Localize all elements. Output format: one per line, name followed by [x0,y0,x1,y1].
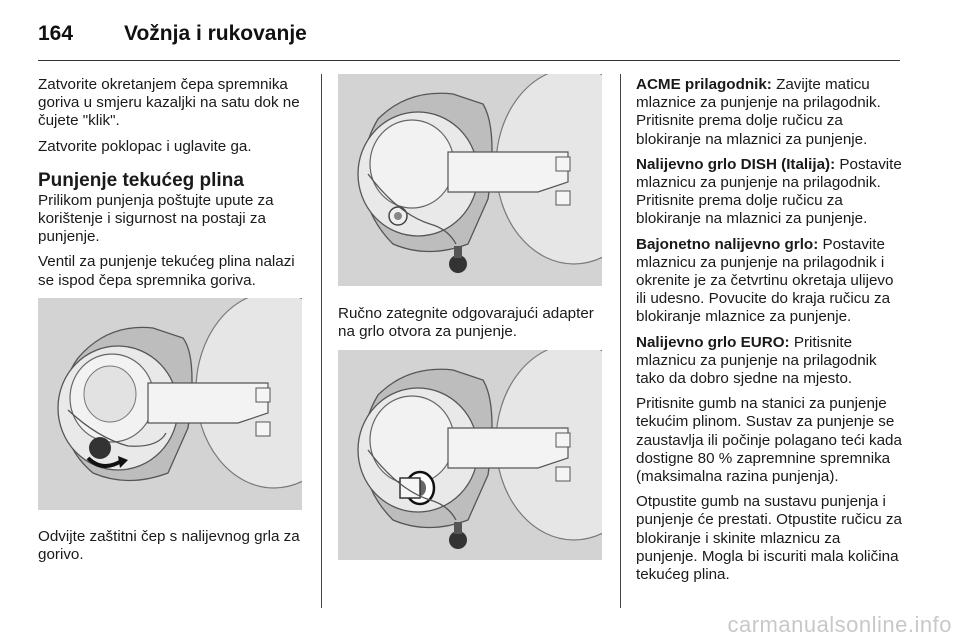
paragraph-dish [636,156,904,229]
bayonet-label: Bajonetno nalijevno grlo: [636,235,819,253]
header-divider [38,60,900,61]
acme-label: ACME prilagodnik: [636,76,772,93]
paragraph-euro [636,334,904,389]
dish-text: Postavite mlaznicu za punjenje na prilagodnik. Pritisnite prema dolje ručicu za blokiranje na mlaznici za punjenje. [636,155,902,228]
paragraph-release-button: Otpustite gumb na sustavu punjenja i punjenje će prestati. Otpustite ručicu za blokiranje i skinite mlaznicu za punjenje. Mogla bi iscuriti mala količina tekućeg plina. [636,493,902,584]
column-2 [338,76,604,560]
paragraph-acme [636,76,904,149]
caption-unscrew-cap: Odvijte zaštitni čep s nalijevnog grla za gorivo. [38,527,300,564]
dish-label: Nalijevno grlo DISH (Italija): [636,155,836,173]
paragraph-close-flap: Zatvorite poklopac i uglavite ga. [38,137,252,155]
section-title: Vožnja i rukovanje [124,22,307,45]
page-header [38,14,900,54]
paragraph-close-cap: Zatvorite okretanjem čepa spremnika goriva u smjeru kazaljki na satu dok ne čujete "klik". [38,76,300,130]
column-divider-2 [620,74,621,608]
bayonet-text: Postavite mlaznicu za punjenje na prilagodnik i okrenite je za četvrtinu okretaja ulijevo ili udesno. Povucite do kraja ručicu za blokiranje mlaznice za punjenje. [636,235,894,326]
euro-text: Pritisnite mlaznicu za punjenje na prilagodnik tako da dobro sjedne na mjesto. [636,333,877,388]
column-1 [38,76,306,571]
paragraph-press-button: Pritisnite gumb na stanici za punjenje tekućim plinom. Sustav za punjenje se zaustavlja ili počinje polagano teći kada dostigne 80 % zapremnine spremnika (maksimalna razina punjenja). [636,395,902,486]
acme-text: Zavijte maticu mlaznice za punjenje na prilagodnik. Pritisnite prema dolje ručicu za blokiranje na mlaznici za punjenje. [636,76,881,148]
illustration-unscrew-cap [38,298,302,510]
paragraph-instructions: Prilikom punjenja poštujte upute za korištenje i sigurnost na postaji za punjenje. [38,191,274,246]
illustration-adapter-fitted [338,350,602,560]
watermark: carmanualsonline.info [727,612,952,637]
paragraph-bayonet [636,236,904,327]
euro-label: Nalijevno grlo EURO: [636,333,790,351]
illustration-cap-removed [338,74,602,286]
column-divider-1 [321,74,322,608]
paragraph-valve-location: Ventil za punjenje tekućeg plina nalazi se ispod čepa spremnika goriva. [38,253,295,289]
column-3 [636,76,904,591]
caption-attach-adapter: Ručno zategnite odgovarajući adapter na grlo otvora za punjenje. [338,305,594,341]
section-heading-lpg: Punjenje tekućeg plina [38,169,244,191]
page-number: 164 [38,22,74,45]
